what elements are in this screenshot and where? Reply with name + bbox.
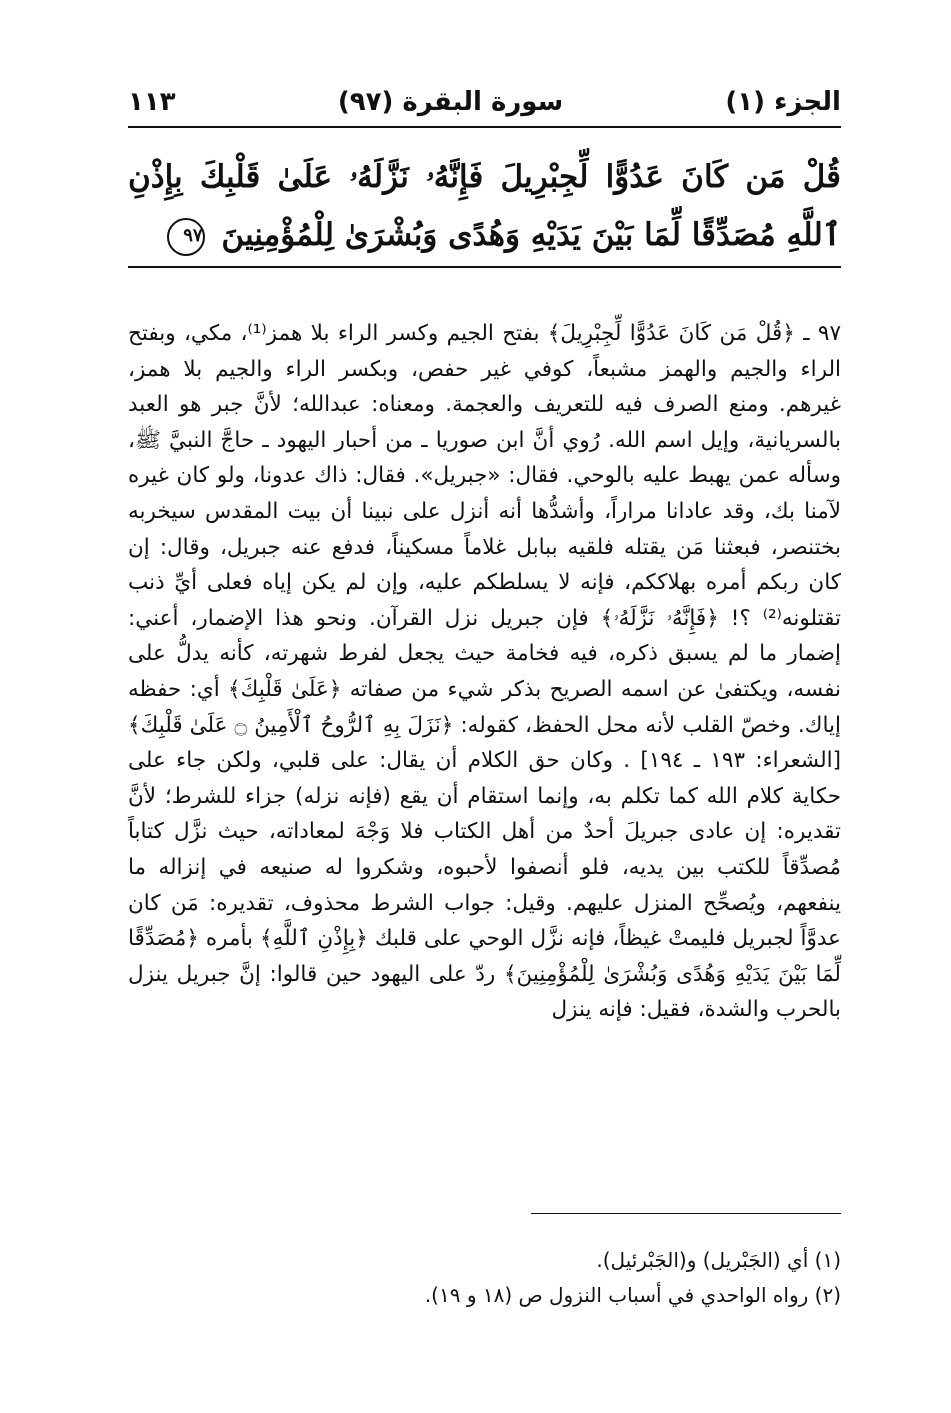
commentary-paragraph: ٩٧ ـ ﴿قُلْ مَن كَانَ عَدُوًّا لِّجِبْرِيلَ﴾ بفتح الجيم وكسر الراء بلا همز⁽¹⁾، مكي، وبفتح الراء والجيم والهمز مشبعاً، كوفي غير حفص، وبكسر الراء والجيم بلا همز، غيرهم. ومنع الصرف فيه للتعريف والعجمة. ومعناه: عبدالله؛ لأنَّ جبر هو العبد بالسريانية، وإيل اسم الله. رُوي أنَّ ابن صوريا ـ من أحبار اليهود ـ حاجَّ النبيَّ ﷺ، وسأله عمن يهبط عليه بالوحي. فقال: «جبريل». فقال: ذاك عدونا، ولو كان غيره لآمنا بك، وقد عادانا مراراً، وأشدُّها أنه أنزل على نبينا أن بيت المقدس سيخربه بختنصر، فبعثنا مَن يقتله فلقيه ببابل غلاماً مسكيناً، فدفع عنه جبريل، وقال: إن كان ربكم أمره بهلاككم، فإنه لا يسلطكم عليه، وإن لم يكن إياه فعلى أيِّ ذنب تقتلونه⁽²⁾ ؟! ﴿فَإِنَّهُۥ نَزَّلَهُۥ﴾ فإن جبريل نزل القرآن. ونحو هذا الإضمار، أعني: إضمار ما لم يسبق ذكره، فيه فخامة حيث يجعل لفرط شهرته، كأنه يدلُّ على نفسه، ويكتفىٰ عن اسمه الصريح بذكر شيء من صفاته ﴿عَلَىٰ قَلْبِكَ﴾ أي: حفظه إياك. وخصّ القلب لأنه محل الحفظ، كقوله: ﴿نَزَلَ بِهِ ٱلرُّوحُ ٱلْأَمِينُ ۝ عَلَىٰ قَلْبِكَ﴾ [الشعراء: ١٩٣ ـ ١٩٤] . وكان حق الكلام أن يقال: على قلبي، ولكن جاء على حكاية كلام الله كما تكلم به، وإنما استقام أن يقع (فإنه نزله) جزاء للشرط؛ لأنَّ تقديره: إن عادى جبريلَ أحدٌ من أهل الكتاب فلا وَجْهَ لمعاداته، حيث نزَّل كتاباً مُصدِّقاً للكتب بين يديه، فلو أنصفوا لأحبوه، وشكروا له صنيعه في إنزاله ما ينفعهم، ويُصحِّح المنزل عليهم. وقيل: جواب الشرط محذوف، تقديره: مَن كان عدوَّاً لجبريل فليمتْ غيظاً، فإنه نزَّل الوحي على قلبك ﴿بِإِذْنِ ٱللَّهِ﴾ بأمره ﴿مُصَدِّقًا لِّمَا بَيْنَ يَدَيْهِ وَهُدًى وَبُشْرَىٰ لِلْمُؤْمِنِينَ﴾ ردّ على اليهود حين قالوا: إنَّ جبريل ينزل بالحرب والشدة، فقيل: فإنه ينزل — [128, 321, 841, 1023]
page-number: ١١٣ — [128, 87, 176, 117]
page-header — [128, 82, 841, 122]
verse-text: قُلْ مَن كَانَ عَدُوًّا لِّجِبْرِيلَ فَإِنَّهُۥ نَزَّلَهُۥ عَلَىٰ قَلْبِكَ بِإِذْنِ ٱللَّهِ مُصَدِّقًا لِّمَا بَيْنَ يَدَيْهِ وَهُدًى وَبُشْرَىٰ لِلْمُؤْمِنِينَ — [128, 159, 841, 253]
ayah-number-marker: ٩٧ — [167, 218, 205, 256]
footnote-1: (١) أي (الجَبْريل) و(الجَبْرئيل). — [596, 1248, 841, 1272]
part-label: الجزء (١) — [725, 87, 841, 117]
header-divider — [128, 126, 841, 128]
footnotes — [128, 1243, 841, 1313]
footnote-divider — [531, 1213, 841, 1214]
surah-title: سورة البقرة (٩٧) — [337, 87, 564, 117]
commentary-body — [128, 316, 841, 1028]
quran-verse — [128, 148, 841, 264]
footnote-2: (٢) رواه الواحدي في أسباب النزول ص (١٨ و ١٩). — [424, 1283, 841, 1307]
verse-divider — [128, 266, 841, 268]
